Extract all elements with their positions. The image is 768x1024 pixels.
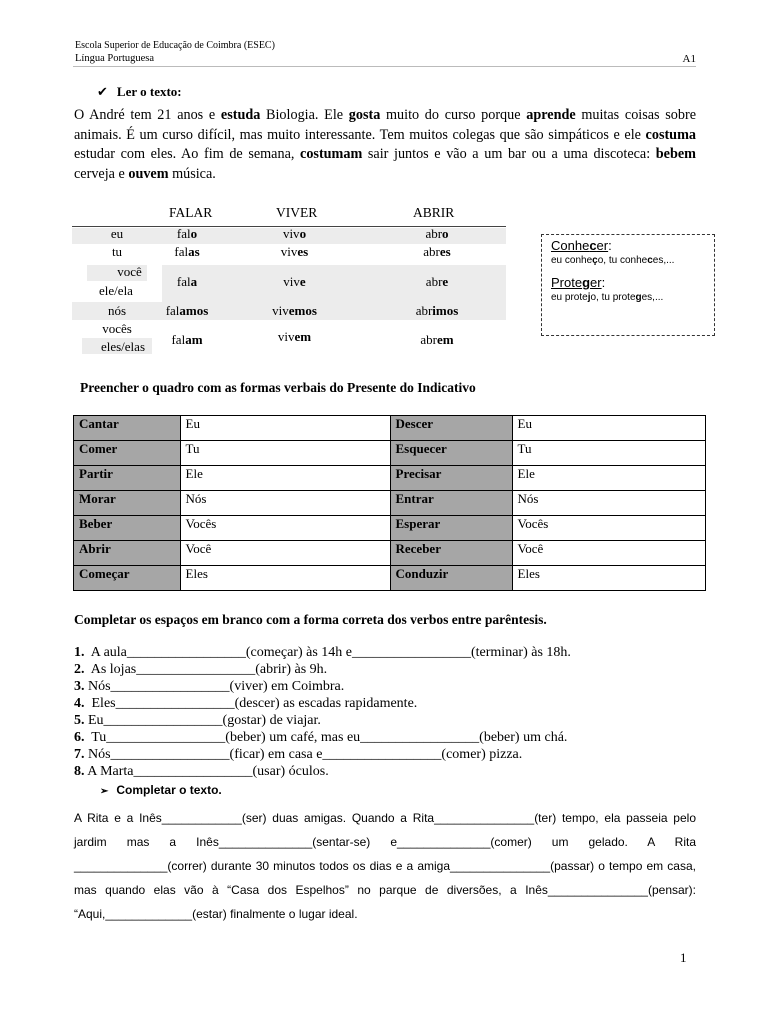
subject-name: Língua Portuguesa <box>75 53 155 64</box>
exercise-item: 5. Eu_________________(gostar) de viajar. <box>74 713 321 728</box>
pronoun-tu: tu <box>111 244 123 259</box>
viver-form: vives <box>280 244 309 259</box>
note-verb-proteger: Proteger: <box>551 275 606 290</box>
reading-text: Biologia. Ele <box>260 107 349 123</box>
exercise-item: 1. A aula_________________(começar) às 14h e_________________(terminar) às 18h. <box>74 645 571 660</box>
verb-cell: Começar <box>74 566 181 591</box>
answer-cell[interactable]: Eles <box>512 566 705 591</box>
level-label: A1 <box>682 53 696 65</box>
answer-cell[interactable]: Você <box>512 541 705 566</box>
verb-cell: Cantar <box>74 416 181 441</box>
answer-cell[interactable]: Você <box>180 541 390 566</box>
answer-cell[interactable]: Ele <box>512 466 705 491</box>
answer-cell[interactable]: Ele <box>180 466 390 491</box>
header-abrir: ABRIR <box>413 205 455 220</box>
abrir-form: abro <box>425 226 449 241</box>
header-divider <box>73 66 696 67</box>
pronoun-eu: eu <box>110 226 124 241</box>
verb-cell: Esquecer <box>390 441 512 466</box>
note-verb-conhecer: Conhecer: <box>551 238 612 253</box>
exercise-item: 3. Nós_________________(viver) em Coimbra. <box>74 679 345 694</box>
pronoun-voces: vocês <box>102 321 132 336</box>
section-read-label: Ler o texto: <box>116 84 182 99</box>
section-complete-title: Completar os espaços em branco com a forma correta dos verbos entre parêntesis. <box>74 612 547 627</box>
table-row <box>74 416 706 441</box>
note-box <box>541 234 715 336</box>
table-row <box>74 566 706 591</box>
verb-cell: Abrir <box>74 541 181 566</box>
verb-cell: Comer <box>74 441 181 466</box>
highlighted-verb: gosta <box>348 107 381 123</box>
highlighted-verb: estuda <box>220 107 261 123</box>
pronoun-ele-ela: ele/ela <box>99 283 133 298</box>
arrow-icon: ➢ <box>100 786 109 797</box>
verb-cell: Receber <box>390 541 512 566</box>
answer-cell[interactable]: Vocês <box>512 516 705 541</box>
falar-form: falas <box>174 244 200 259</box>
abrir-form: abrem <box>420 332 454 347</box>
answer-cell[interactable]: Tu <box>512 441 705 466</box>
pronoun-nos: nós <box>107 303 127 318</box>
table-row <box>74 516 706 541</box>
answer-cell[interactable]: Nós <box>512 491 705 516</box>
highlighted-verb: ouvem <box>128 165 169 182</box>
highlighted-verb: bebem <box>655 146 696 162</box>
reading-text: sair juntos e vão a um bar ou a uma discoteca: <box>362 146 656 162</box>
verb-cell: Entrar <box>390 491 512 516</box>
table-row <box>74 541 706 566</box>
verb-cell: Precisar <box>390 466 512 491</box>
abrir-form: abre <box>425 274 449 289</box>
falar-form: fala <box>176 274 198 289</box>
verb-cell: Beber <box>74 516 181 541</box>
cloze-paragraph: A Rita e a Inês____________(ser) duas amigas. Quando a Rita_______________(ter) tempo, ela passeia pelo jardim mas a Inês______________(sentar-se) e______________(comer) um gelado. A Rita ______________(correr) durante 30 minutos todos os dias e a amiga_______________(passar) o tempo em casa, mas quando elas vão à “Casa dos Espelhos” no parque de diversões, a Inês_______________(pensar): “Aqui,_____________(estar) finalmente o lugar ideal. <box>74 811 696 921</box>
verb-cell: Partir <box>74 466 181 491</box>
section-text-label: Completar o texto. <box>116 783 222 797</box>
note-forms-proteger: eu protejo, tu proteges,... <box>551 292 664 303</box>
answer-cell[interactable]: Tu <box>180 441 390 466</box>
falar-form: falamos <box>165 303 209 318</box>
falar-form: falam <box>171 332 203 347</box>
verb-cell: Morar <box>74 491 181 516</box>
falar-form: falo <box>176 226 198 241</box>
viver-form: vivem <box>277 329 312 344</box>
answer-cell[interactable]: Eu <box>512 416 705 441</box>
exercise-item: 4. Eles_________________(descer) as escadas rapidamente. <box>74 696 418 711</box>
table-row <box>74 491 706 516</box>
header-viver: VIVER <box>276 205 318 220</box>
abrir-form: abres <box>423 244 451 259</box>
exercise-item: 7. Nós_________________(ficar) em casa e_________________(comer) pizza. <box>74 747 523 762</box>
exercise-item: 2. As lojas_________________(abrir) às 9h. <box>74 662 328 677</box>
answer-cell[interactable]: Nós <box>180 491 390 516</box>
checkmark-icon: ✔ <box>97 84 108 99</box>
highlighted-verb: costuma <box>645 126 696 143</box>
header-falar: FALAR <box>169 205 213 220</box>
fill-table <box>73 415 706 591</box>
abrir-form: abrimos <box>415 303 459 318</box>
highlighted-verb: aprende <box>526 107 576 123</box>
reading-text: música. <box>168 165 216 182</box>
section-text-title <box>100 783 222 797</box>
verb-cell: Esperar <box>390 516 512 541</box>
reading-text: estudar com eles. Ao fim de semana, <box>74 146 301 162</box>
section-read-title <box>97 84 182 100</box>
answer-cell[interactable]: Eu <box>180 416 390 441</box>
viver-form: vive <box>283 274 306 289</box>
verb-cell: Descer <box>390 416 512 441</box>
reading-text: muitas coisas sobre animais. É um curso difícil, mas muito interessante. Tem muitos colegas que são simpáticos e ele <box>74 107 697 143</box>
reading-text: muito do curso porque <box>380 107 527 123</box>
verb-cell: Conduzir <box>390 566 512 591</box>
page-number: 1 <box>680 950 687 965</box>
table-row <box>74 441 706 466</box>
reading-text: cerveja e <box>74 165 129 182</box>
highlighted-verb: costumam <box>300 146 363 162</box>
answer-cell[interactable]: Eles <box>180 566 390 591</box>
reading-text: O André tem 21 anos e <box>74 107 221 123</box>
viver-form: vivo <box>282 226 307 241</box>
answer-cell[interactable]: Vocês <box>180 516 390 541</box>
pronoun-eles-elas: eles/elas <box>100 339 146 354</box>
section-fill-title: Preencher o quadro com as formas verbais do Presente do Indicativo <box>80 380 476 395</box>
conjugation-table <box>72 205 506 355</box>
exercise-item: 6. Tu_________________(beber) um café, mas eu_________________(beber) um chá. <box>74 730 568 745</box>
note-forms-conhecer: eu conheço, tu conheces,... <box>551 255 675 266</box>
viver-form: vivemos <box>272 303 317 318</box>
table-row <box>74 466 706 491</box>
school-name: Escola Superior de Educação de Coimbra (ESEC) <box>75 40 275 51</box>
pronoun-voce: você <box>117 264 142 279</box>
reading-paragraph <box>74 106 696 184</box>
exercise-list <box>74 644 571 780</box>
exercise-item: 8. A Marta_________________(usar) óculos. <box>74 764 329 779</box>
